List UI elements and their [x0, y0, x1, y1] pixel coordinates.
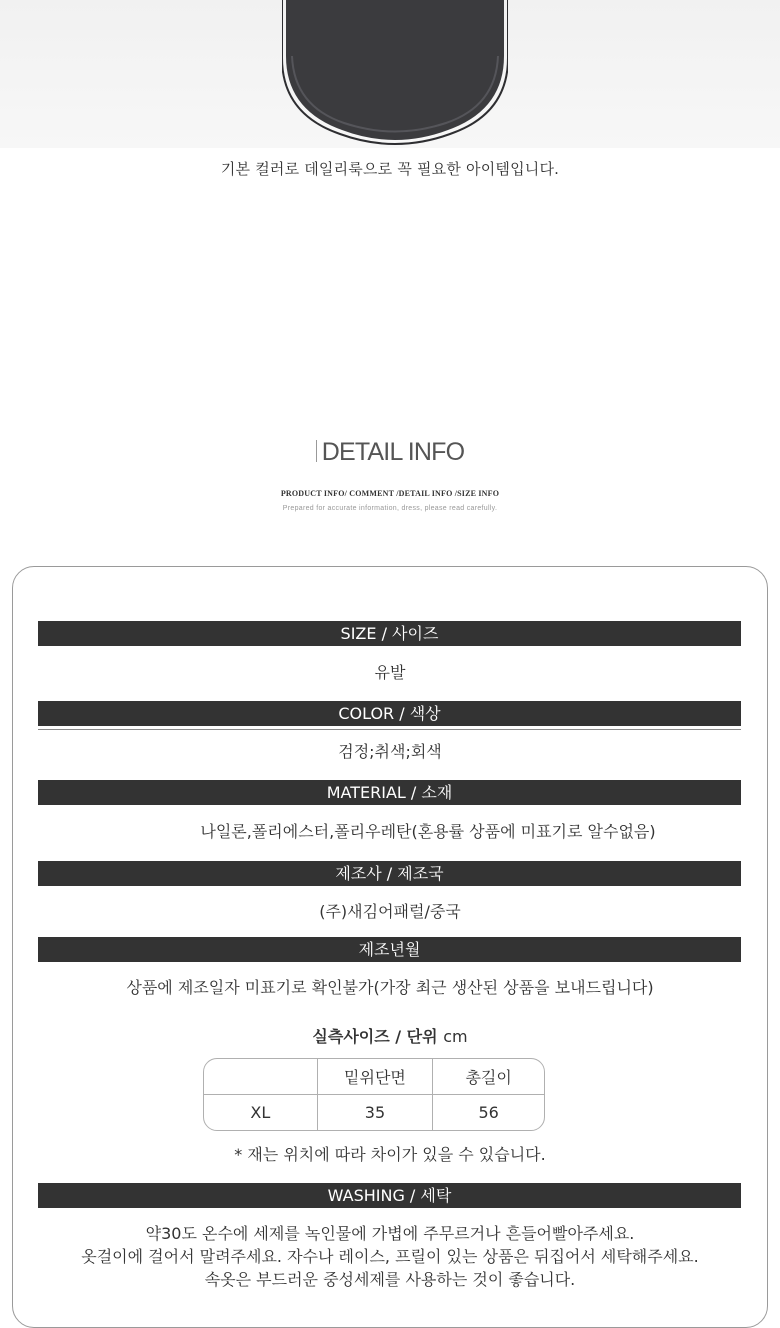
color-band-underline — [38, 729, 741, 730]
measurement-title — [0, 1024, 780, 1047]
size-table-cell: 35 — [318, 1095, 434, 1130]
size-value: 유발 — [374, 663, 406, 682]
measurement-unit: cm — [443, 1027, 468, 1046]
color-band: COLOR / 색상 — [38, 701, 741, 726]
photo-caption: 기본 컬러로 데일리룩으로 꼭 필요한 아이템입니다. — [220, 160, 560, 178]
size-table-header-cell: 총길이 — [433, 1059, 544, 1095]
washing-line: 속옷은 부드러운 중성세제를 사용하는 것이 좋습니다. — [204, 1270, 576, 1289]
size-table — [203, 1058, 545, 1131]
washing-line: 옷걸이에 걸어서 말려주세요. 자수나 레이스, 프릴이 있는 상품은 뒤집어서 세탁해주세요. — [81, 1247, 699, 1266]
color-value: 검정;취색;회색 — [338, 742, 442, 761]
detail-info-heading — [0, 438, 780, 467]
measurement-note: * 재는 위치에 따라 차이가 있을 수 있습니다. — [234, 1145, 546, 1164]
detail-sub-note: Prepared for accurate information, dress, please read carefully. — [282, 505, 498, 512]
heading-divider — [316, 440, 317, 462]
detail-sub-navigation: PRODUCT INFO/ COMMENT /DETAIL INFO /SIZE INFO — [280, 489, 500, 498]
size-table-row — [204, 1095, 544, 1130]
material-value: 나일론,폴리에스터,폴리우레탄(혼용률 상품에 미표기로 알수없음) — [200, 822, 656, 841]
material-band: MATERIAL / 소재 — [38, 780, 741, 805]
size-table-header-cell — [204, 1059, 318, 1095]
maker-band: 제조사 / 제조국 — [38, 861, 741, 886]
manufacture-date-value: 상품에 제조일자 미표기로 확인불가(가장 최근 생산된 상품을 보내드립니다) — [126, 978, 654, 997]
size-table-header — [204, 1059, 544, 1095]
maker-value: (주)새김어패럴/중국 — [319, 902, 461, 921]
size-table-cell: 56 — [478, 1103, 499, 1122]
washing-instructions — [0, 1222, 780, 1291]
manufacture-date-band: 제조년월 — [38, 937, 741, 962]
sock-image — [282, 0, 508, 146]
size-table-cell: XL — [204, 1095, 318, 1130]
measurement-title-text: 실측사이즈 / 단위 — [312, 1027, 438, 1046]
detail-info-title: DETAIL INFO — [321, 438, 465, 466]
washing-line: 약30도 온수에 세제를 녹인물에 가볍에 주무르거나 흔들어빨아주세요. — [145, 1224, 635, 1243]
size-table-header-cell: 밑위단면 — [318, 1059, 434, 1095]
washing-band: WASHING / 세탁 — [38, 1183, 741, 1208]
size-band: SIZE / 사이즈 — [38, 621, 741, 646]
product-photo — [0, 0, 780, 148]
